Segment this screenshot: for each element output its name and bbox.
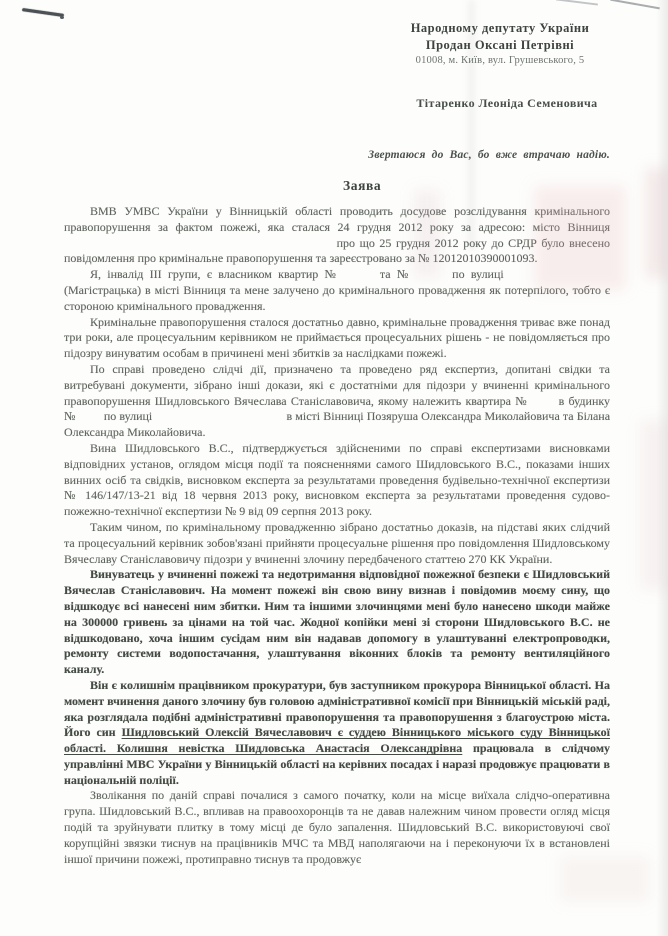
scratch-mark-top-right xyxy=(556,0,598,6)
paragraph xyxy=(64,678,610,789)
text-run: Винуватець у вчиненні пожежі та недотримання відповідної пожежної безпеки є Шидловський Вячеслав Станіславович. На момент пожежі він свою вину визнав і повідомив моєму сину, що відшкодує всі нанесені ним збитки. Ним та іншими злочинцями мені було нанесено шкоди майже на 300000 гривень за цінами на той час. Жодної копійки мені зі сторони Шидловського В.С. не відшкодовано, хоча іншим сусідам ним він надавав допомогу в улаштуванні електропроводки, ремонту системи водопостачання, улаштування віконних блоків та ремонту вентиляційного каналу. xyxy=(64,567,610,677)
text-run: та № xyxy=(379,267,412,282)
paragraph xyxy=(64,204,610,267)
epigraph-line: Звертаюся до Вас, бо вже втрачаю надію. xyxy=(368,149,610,161)
paragraph xyxy=(64,567,610,678)
text-run: (Магістрацька) в місті Вінниця та мене залучено до кримінального провадження як потерпілого, тобто є стороною кримінального провадження. xyxy=(64,282,610,313)
text-run: по вулиці xyxy=(103,409,153,424)
document-body xyxy=(0,204,668,867)
redacted-gap xyxy=(64,246,332,247)
redacted-gap xyxy=(155,419,283,420)
paragraph xyxy=(64,315,610,362)
text-run: Він є колишнім працівником прокуратури, був заступником прокурора Вінницької області. На момент вчинення даного злочину був головою адміністративної комісії при Вінницькій міській раді, яка розглядала подібні адміністративні правопорушення та правопорушення з благоустрою міста. Його син xyxy=(64,677,610,740)
recipient-name-line: Продан Оксані Петрівні xyxy=(425,37,575,52)
text-run: ВМВ УМВС України у Вінницькій області проводить досудове розслідування кримінального правопорушення за фактом пожежі, яка сталася 24 грудня 2012 року за адресою: місто Вінниця xyxy=(64,204,610,234)
pen-mark-dot xyxy=(60,16,64,19)
recipient-address: 01008, м. Київ, вул. Грушевського, 5 xyxy=(415,55,585,66)
paragraph xyxy=(64,788,610,867)
text-run: Зволікання по даній справі почалися з самого початку, коли на місце виїхала слідчо-оперативна група. Шидловський В.С., впливав на правоохоронців та не давав належним чином провести огляд місця подій та зруйнувати плитку в тому місці де було запалення. Шидловський В.С. використовуючі свої корупційні звязки тиснув на працівників МЧС та МВД наполягаючи на і переконуючи їх в встановлені іншої причини пожежі, протиправно тиснув та продовжує xyxy=(64,788,610,866)
paragraph xyxy=(64,441,610,520)
text-run: Таким чином, по кримінальному провадженню зібрано достатньо доказів, на підставі яких слідчий та процесуальний керівник зобов'язані прийняти процесуальне рішення про повідомлення Шидловському Вячеславу Станіславовичу підозри у вчиненні злочину передбаченого статтею 270 КК України. xyxy=(64,519,610,566)
text-run: Кримінальне правопорушення сталося достатньо давно, кримінальне провадження триває вже понад три роки, але процесуальним керівником не приймається процесуальних рішень - не повідомляється про підозру винуватим особам в причинені мені збитків за наслідками пожежі. xyxy=(64,314,610,361)
redacted-gap xyxy=(79,419,101,420)
text-run: в місті Вінниці Позяруша Олександра Миколайовича та Білана Олександра Миколайовича. xyxy=(64,409,611,440)
text-run: Шидловський Олексій Вячеславович є суддею Вінницького міського суду Вінницької області. Колишня невістка Шидловська Анастасія Олександрівна xyxy=(64,725,611,756)
text-run: по вулиці xyxy=(452,267,504,282)
text-run: По справі проведено слідчі дії, призначено та проведено ряд експертиз, допитані свідки та витребувані документи, зібрано інші докази, які є достатніми для підозри у вчиненні кримінального правопорушення Шидловського Вячеслава Станіславовича, якому належить квартира № xyxy=(64,361,610,408)
paragraph xyxy=(64,267,610,314)
redacted-gap xyxy=(418,277,446,278)
recipient-block xyxy=(340,20,660,111)
sender-name: Тітаренко Леоніда Семеновича xyxy=(416,96,598,110)
paragraph xyxy=(64,520,610,567)
scratch-mark-top-right xyxy=(610,0,660,9)
redacted-gap xyxy=(346,277,374,278)
recipient-name-line: Народному депутату України xyxy=(410,21,590,35)
text-run: Я, інвалід ІІІ групи, є власником квартир № xyxy=(90,267,340,282)
redacted-gap xyxy=(532,404,554,405)
paragraph xyxy=(64,362,610,441)
redacted-gap xyxy=(510,277,610,278)
text-run: працювала в слідчому управлінні МВС України у Вінницькій області на керівних посадах і наразі продовжує працювати в національній поліції. xyxy=(64,741,610,787)
document-title: Заява xyxy=(343,178,382,193)
text-run: Вина Шидловського В.С., підтверджується здійсненими по справі експертизами висновками відповідних установ, оглядом місця події та поясненнями самого Шидловського В.С., показами інших винних осіб та свідків, висновком експерта за результатами проведення будівельно-технічної експертизи № 146/147/13-21 від 18 червня 2013 року, висновком експерта за результатами проведення судово-пожежно-технічної експертизи № 9 від 09 серпня 2013 року. xyxy=(64,440,610,519)
text-run: про що 25 грудня 2012 року до СРДР було внесено повідомлення про кримінальне правопорушення та зареєстровано за № 12012010390001093. xyxy=(64,235,610,266)
pen-mark-top-left xyxy=(22,8,64,17)
text-run: в будинку № xyxy=(64,393,611,424)
